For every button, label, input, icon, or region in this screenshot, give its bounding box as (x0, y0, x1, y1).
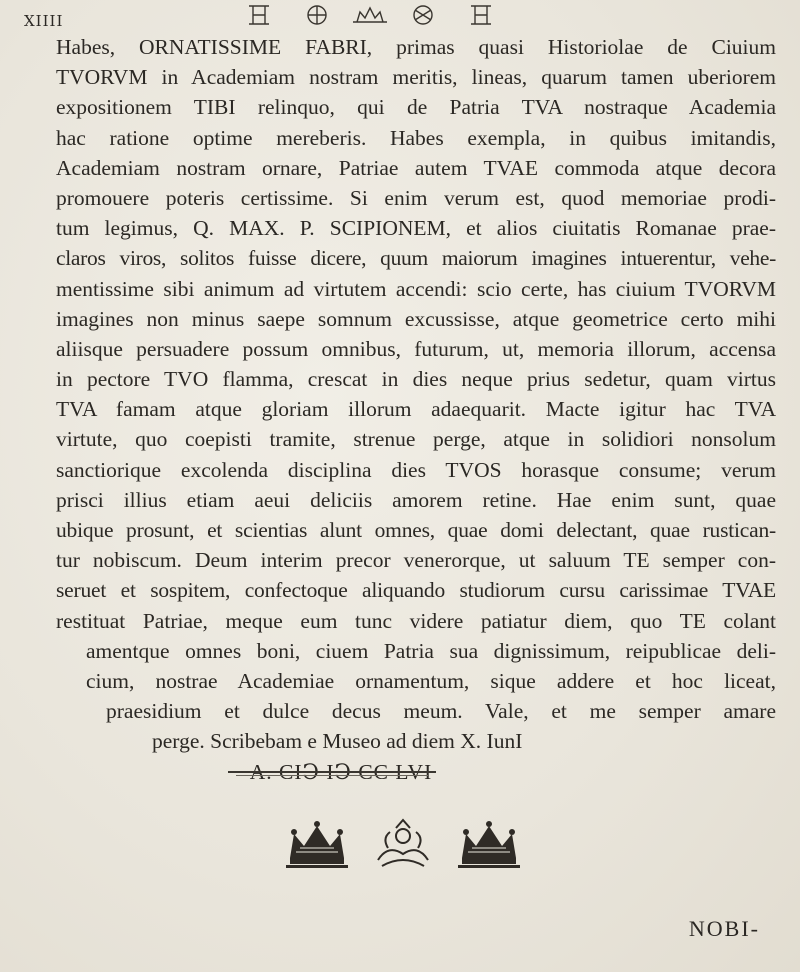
text-line: TVORVM in Academiam nostram meritis, lineas, quarum tamen uberiorem (56, 65, 776, 90)
text-line: ubique prosunt, et scientias alunt omnes, quae domi delectant, quae rustican- (56, 518, 776, 542)
text-line: seruet et sospitem, confectoque aliquando studiorum cursu carissimae TVAE (56, 578, 776, 603)
crown-ornament-icon (454, 818, 524, 874)
crown-ornament-icon (282, 818, 352, 874)
text-line: amentque omnes boni, ciuem Patria sua dignissimum, reipublicae deli- (86, 638, 776, 663)
text-line: Academiam nostram ornare, Patriae autem TVAE commoda atque decora (56, 155, 776, 180)
header-ornament-icon (245, 0, 495, 30)
text-line: praesidium et dulce decus meum. Vale, et me semper amare (106, 699, 776, 724)
text-line: promouere poteris certissime. Si enim verum est, quod memoriae prodi- (56, 185, 776, 210)
text-line: expositionem TIBI relinquo, qui de Patria TVA nostraque Academia (56, 95, 776, 120)
text-line: tum legimus, Q. MAX. P. SCIPIONEM, et alios ciuitatis Romanae prae- (56, 216, 776, 241)
text-line: aliisque persuadere possum omnibus, futurum, ut, memoria illorum, accensa (56, 336, 776, 361)
crown-ornament-icon (368, 818, 438, 874)
rule-line (228, 771, 436, 773)
rule-line-thin (236, 775, 428, 776)
text-line: tur nobiscum. Deum interim precor venerorque, ut saluum TE semper con- (56, 548, 776, 573)
text-line: mentissime sibi animum ad virtutem accendi: scio certe, has ciuium TVORVM (56, 276, 776, 301)
date-line: A. CIↃ IↃ CC LVI (249, 759, 433, 784)
text-line: cium, nostrae Academiae ornamentum, sique addere et hoc liceat, (86, 668, 776, 693)
text-line: prisci illius etiam aeui deliciis amorem retine. Hae enim sunt, quae (56, 487, 776, 512)
text-line: TVA famam atque gloriam illorum adaequarit. Macte igitur hac TVA (56, 397, 776, 422)
text-line: restituat Patriae, meque eum tunc videre patiatur diem, quo TE colant (56, 608, 776, 633)
text-line: perge. Scribebam e Museo ad diem X. IunI (152, 729, 523, 754)
text-line: Habes, ORNATISSIME FABRI, primas quasi Historiolae de Ciuium (56, 35, 776, 59)
text-line: claros viros, solitos fuisse dicere, quum maiorum imagines intuerentur, vehe- (56, 246, 776, 271)
text-line: in pectore TVO flamma, crescat in dies neque prius sedetur, quam virtus (56, 367, 776, 392)
text-line: virtute, quo coepisti tramite, strenue perge, atque in solidiori nonsolum (56, 427, 776, 452)
letter-body (56, 32, 776, 787)
text-line: hac ratione optime mereberis. Habes exempla, in quibus imitandis, (56, 125, 776, 150)
page-number: XIIII (24, 12, 64, 30)
text-line: sanctiorique excolenda disciplina dies TVOS horasque consume; verum (56, 457, 776, 482)
catchword: NOBI- (688, 916, 760, 941)
text-line: imagines non minus saepe somnum excussisse, atque geometrice certo mihi (56, 306, 776, 331)
